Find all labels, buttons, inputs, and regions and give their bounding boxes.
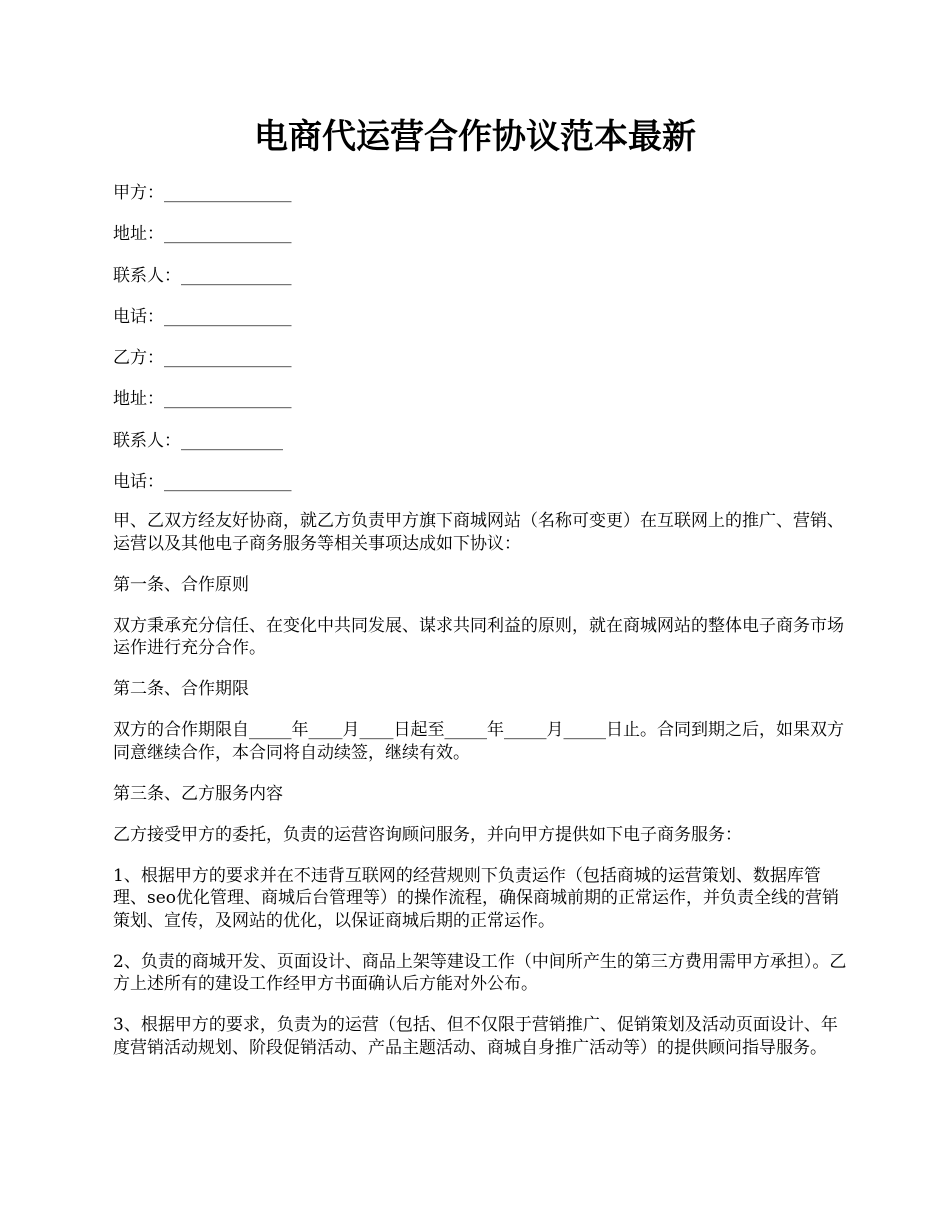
field-label: 地址： bbox=[113, 224, 164, 245]
article-3-heading: 第三条、乙方服务内容 bbox=[113, 783, 283, 804]
field-blank: _______________ bbox=[164, 389, 292, 410]
field-party-a-contact bbox=[113, 264, 853, 305]
service-item-1: 1、根据甲方的要求并在不违背互联网的经营规则下负责运作（包括商城的运营策划、数据库管理、seo优化管理、商城后台管理等）的操作流程，确保商城前期的正常运作，并负责全线的营销策划、宣传，及网站的优化，以保证商城后期的正常运作。 bbox=[113, 865, 840, 931]
field-blank: _______________ bbox=[164, 183, 292, 203]
field-blank: _______________ bbox=[164, 472, 292, 493]
article-2-paragraph: 双方的合作期限自_____年____月____日起至_____年_____月_____日止。合同到期之后，如果双方同意继续合作，本合同将自动续签，继续有效。 bbox=[113, 720, 844, 763]
field-blank: _______________ bbox=[164, 348, 292, 369]
article-1-heading: 第一条、合作原则 bbox=[113, 574, 249, 595]
field-label: 联系人： bbox=[113, 430, 181, 451]
service-item-2: 2、负责的商城开发、页面设计、商品上架等建设工作（中间所产生的第三方费用需甲方承担）。乙方上述所有的建设工作经甲方书面确认后方能对外公布。 bbox=[113, 951, 847, 994]
field-party-b bbox=[113, 346, 853, 387]
field-party-a-phone bbox=[113, 305, 853, 346]
party-info-fields bbox=[113, 181, 853, 511]
field-label: 乙方： bbox=[113, 348, 164, 369]
field-label: 电话： bbox=[113, 472, 164, 493]
intro-paragraph: 甲、乙双方经友好协商，就乙方负责甲方旗下商城网站（名称可变更）在互联网上的推广、营销、运营以及其他电子商务服务等相关事项达成如下协议： bbox=[113, 511, 844, 554]
agreement-body bbox=[113, 510, 853, 1078]
field-label: 地址： bbox=[113, 389, 164, 410]
document-title: 电商代运营合作协议范本最新 bbox=[254, 117, 696, 157]
field-label: 甲方： bbox=[113, 183, 164, 203]
field-party-b-address bbox=[113, 387, 853, 428]
field-blank: _____________ bbox=[181, 265, 292, 286]
field-label: 电话： bbox=[113, 306, 164, 327]
field-party-b-phone bbox=[113, 470, 853, 511]
article-1-paragraph: 双方秉承充分信任、在变化中共同发展、谋求共同利益的原则，就在商城网站的整体电子商务市场运作进行充分合作。 bbox=[113, 615, 844, 658]
field-party-a bbox=[113, 181, 853, 222]
field-blank: _______________ bbox=[164, 224, 292, 245]
field-party-a-address bbox=[113, 222, 853, 263]
article-3-intro-paragraph: 乙方接受甲方的委托，负责的运营咨询顾问服务，并向甲方提供如下电子商务服务： bbox=[113, 824, 742, 845]
field-blank: ____________ bbox=[181, 430, 283, 451]
field-blank: _______________ bbox=[164, 306, 292, 327]
field-label: 联系人： bbox=[113, 265, 181, 286]
field-party-b-contact bbox=[113, 429, 853, 470]
service-item-3: 3、根据甲方的要求，负责为的运营（包括、但不仅限于营销推广、促销策划及活动页面设计、年度营销活动规划、阶段促销活动、产品主题活动、商城自身推广活动等）的提供顾问指导服务。 bbox=[113, 1015, 838, 1058]
article-2-heading: 第二条、合作期限 bbox=[113, 679, 249, 699]
